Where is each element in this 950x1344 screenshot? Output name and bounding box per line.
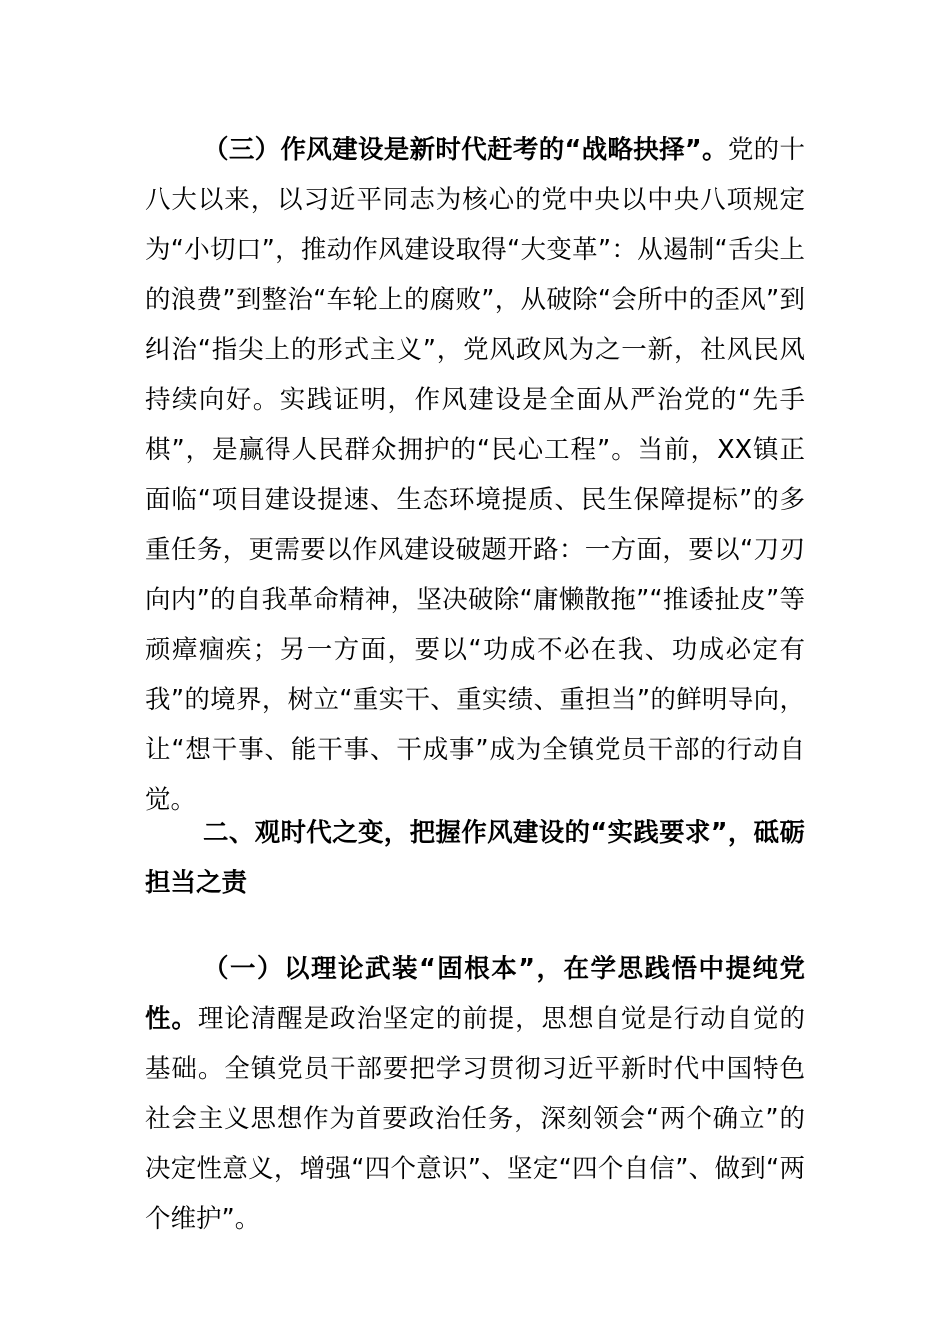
section-heading-2: 二、观时代之变，把握作风建设的“实践要求”，砥砺担当之责 bbox=[145, 818, 805, 898]
subsection-heading-1: （一）以理论武装“固根本”，在学思践悟中提纯党性。 bbox=[145, 954, 805, 1034]
paragraph-theory-armament bbox=[145, 944, 805, 1244]
paragraph-body: 理论清醒是政治坚定的前提，思想自觉是行动自觉的基础。全镇党员干部要把学习贯彻习近平新时代中国特色社会主义思想作为首要政治任务，深刻领会“两个确立”的决定性意义，增强“四个意识”、坚定“四个自信”、做到“两个维护”。 bbox=[145, 1004, 805, 1234]
subsection-heading-3: （三）作风建设是新时代赶考的“战略抉择”。 bbox=[203, 135, 728, 165]
paragraph-strategic-choice bbox=[145, 125, 805, 825]
paragraph-body: 党的十八大以来，以习近平同志为核心的党中央以中央八项规定为“小切口”，推动作风建设取得“大变革”：从遏制“舌尖上的浪费”到整治“车轮上的腐败”，从破除“会所中的歪风”到纠治“指尖上的形式主义”，党风政风为之一新，社风民风持续向好。实践证明，作风建设是全面从严治党的“先手棋”，是赢得人民群众拥护的“民心工程”。当前，XX镇正面临“项目建设提速、生态环境提质、民生保障提标”的多重任务，更需要以作风建设破题开路：一方面，要以“刀刃向内”的自我革命精神，坚决破除“庸懒散拖”“推诿扯皮”等顽瘴痼疾；另一方面，要以“功成不必在我、功成必定有我”的境界，树立“重实干、重实绩、重担当”的鲜明导向，让“想干事、能干事、干成事”成为全镇党员干部的行动自觉。 bbox=[145, 135, 805, 815]
